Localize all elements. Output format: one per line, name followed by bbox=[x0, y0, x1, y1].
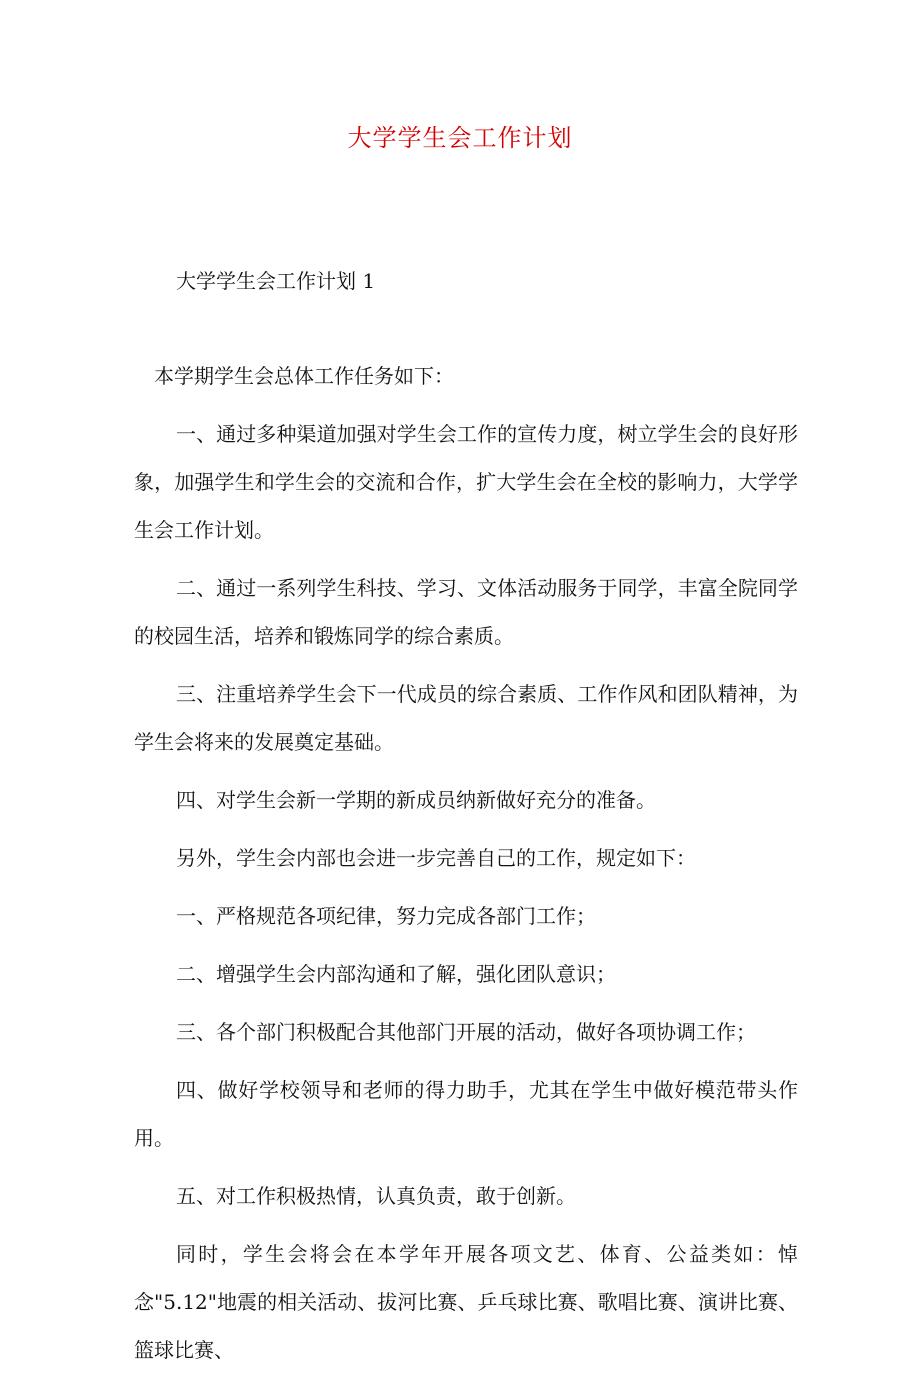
section-heading: 大学学生会工作计划 1 bbox=[176, 269, 376, 293]
paragraph: 三、各个部门积极配合其他部门开展的活动，做好各项协调工作； bbox=[176, 1020, 756, 1044]
paragraph: 一、通过多种渠道加强对学生会工作的宣传力度，树立学生会的良好形象，加强学生和学生会的交流和合作，扩大学生会在全校的影响力，大学学生会工作计划。 bbox=[134, 422, 798, 542]
paragraph: 四、对学生会新一学期的新成员纳新做好充分的准备。 bbox=[176, 788, 656, 812]
paragraph: 二、增强学生会内部沟通和了解，强化团队意识； bbox=[176, 962, 616, 986]
paragraph-intro: 本学期学生会总体工作任务如下： bbox=[154, 364, 454, 388]
paragraph: 另外，学生会内部也会进一步完善自己的工作，规定如下： bbox=[176, 846, 696, 870]
paragraph: 五、对工作积极热情，认真负责，敢于创新。 bbox=[176, 1184, 576, 1208]
document-body bbox=[134, 352, 798, 1384]
paragraph: 三、注重培养学生会下一代成员的综合素质、工作作风和团队精神，为学生会将来的发展奠定基础。 bbox=[134, 682, 798, 754]
paragraph: 同时，学生会将会在本学年开展各项文艺、体育、公益类如：悼念"5.12"地震的相关活动、拔河比赛、乒乓球比赛、歌唱比赛、演讲比赛、篮球比赛、 bbox=[134, 1242, 798, 1362]
paragraph: 二、通过一系列学生科技、学习、文体活动服务于同学，丰富全院同学的校园生活，培养和锻炼同学的综合素质。 bbox=[134, 576, 798, 648]
paragraph: 四、做好学校领导和老师的得力助手，尤其在学生中做好模范带头作用。 bbox=[134, 1078, 798, 1150]
paragraph: 一、严格规范各项纪律，努力完成各部门工作； bbox=[176, 904, 596, 928]
document-title: 大学学生会工作计划 bbox=[347, 124, 573, 152]
